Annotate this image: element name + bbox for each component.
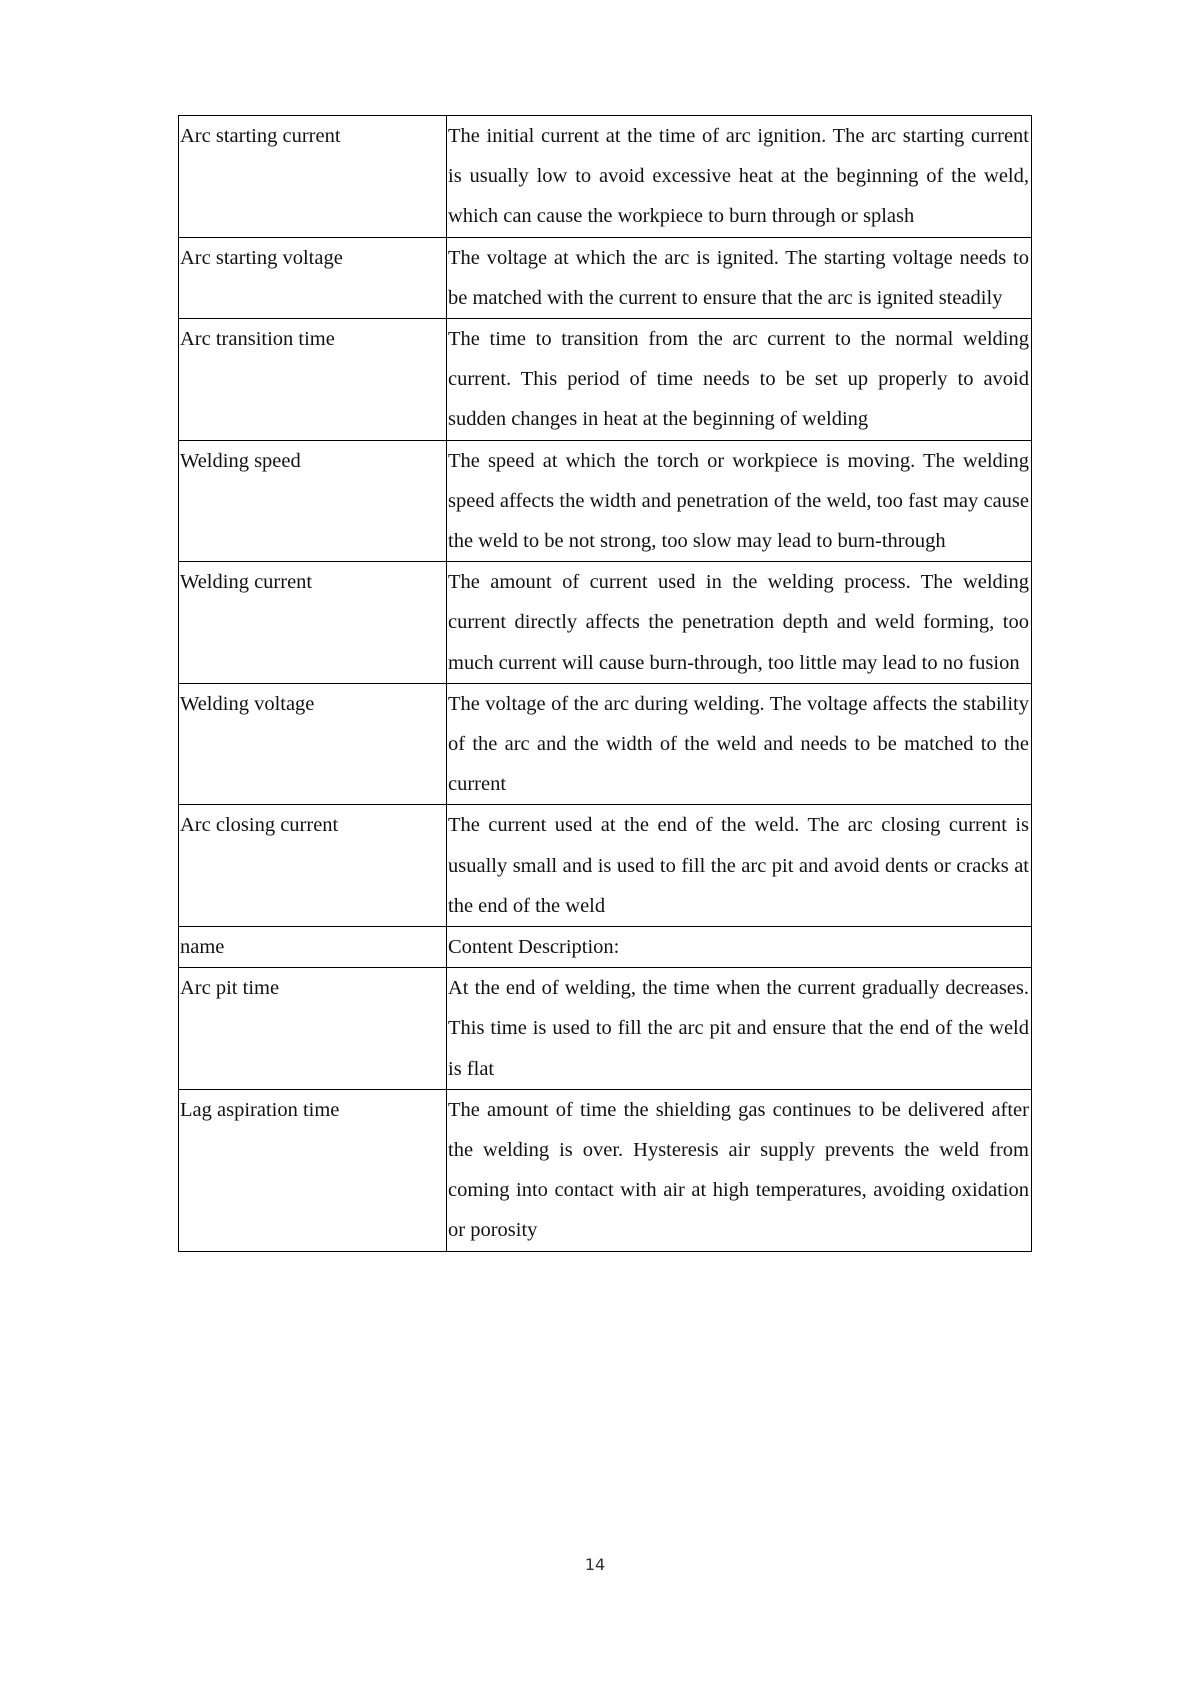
table-row xyxy=(179,968,1032,1090)
parameter-description-cell: At the end of welding, the time when the current gradually decreases. This time is used to fill the arc pit and ensure that the end of the weld is flat xyxy=(447,968,1032,1090)
parameter-name-cell: Arc starting voltage xyxy=(179,237,447,318)
table-row xyxy=(179,440,1032,562)
parameter-name-cell: Arc closing current xyxy=(179,805,447,927)
parameter-name-cell: Welding voltage xyxy=(179,683,447,805)
column-header-description: Content Description: xyxy=(447,927,1032,968)
parameter-name-cell: Arc pit time xyxy=(179,968,447,1090)
welding-parameter-table xyxy=(178,115,1032,1252)
parameter-description-cell: The voltage at which the arc is ignited. The starting voltage needs to be matched with the current to ensure that the arc is ignited steadily xyxy=(447,237,1032,318)
parameter-name-cell: Arc starting current xyxy=(179,116,447,238)
table-row xyxy=(179,116,1032,238)
parameter-name-cell: Lag aspiration time xyxy=(179,1089,447,1251)
parameter-description-cell: The amount of current used in the welding process. The welding current directly affects the penetration depth and weld forming, too much current will cause burn-through, too little may lead to no fusion xyxy=(447,562,1032,684)
column-header-name: name xyxy=(179,927,447,968)
page-number: 14 xyxy=(584,1555,606,1574)
parameter-name-cell: Arc transition time xyxy=(179,319,447,441)
parameter-description-cell: The speed at which the torch or workpiece is moving. The welding speed affects the width and penetration of the weld, too fast may cause the weld to be not strong, too slow may lead to burn-through xyxy=(447,440,1032,562)
table-row xyxy=(179,562,1032,684)
table-row xyxy=(179,683,1032,805)
parameter-description-cell: The time to transition from the arc current to the normal welding current. This period of time needs to be set up properly to avoid sudden changes in heat at the beginning of welding xyxy=(447,319,1032,441)
table-row xyxy=(179,805,1032,927)
table-row xyxy=(179,237,1032,318)
table-header-row xyxy=(179,927,1032,968)
table-row xyxy=(179,1089,1032,1251)
parameter-name-cell: Welding speed xyxy=(179,440,447,562)
parameter-description-cell: The current used at the end of the weld. The arc closing current is usually small and is used to fill the arc pit and avoid dents or cracks at the end of the weld xyxy=(447,805,1032,927)
parameter-description-cell: The voltage of the arc during welding. The voltage affects the stability of the arc and the width of the weld and needs to be matched to the current xyxy=(447,683,1032,805)
parameter-description-cell: The amount of time the shielding gas continues to be delivered after the welding is over. Hysteresis air supply prevents the weld from coming into contact with air at high temperatures, avoiding oxidation or porosity xyxy=(447,1089,1032,1251)
parameter-name-cell: Welding current xyxy=(179,562,447,684)
table-row xyxy=(179,319,1032,441)
parameter-description-cell: The initial current at the time of arc ignition. The arc starting current is usually low to avoid excessive heat at the beginning of the weld, which can cause the workpiece to burn through or splash xyxy=(447,116,1032,238)
